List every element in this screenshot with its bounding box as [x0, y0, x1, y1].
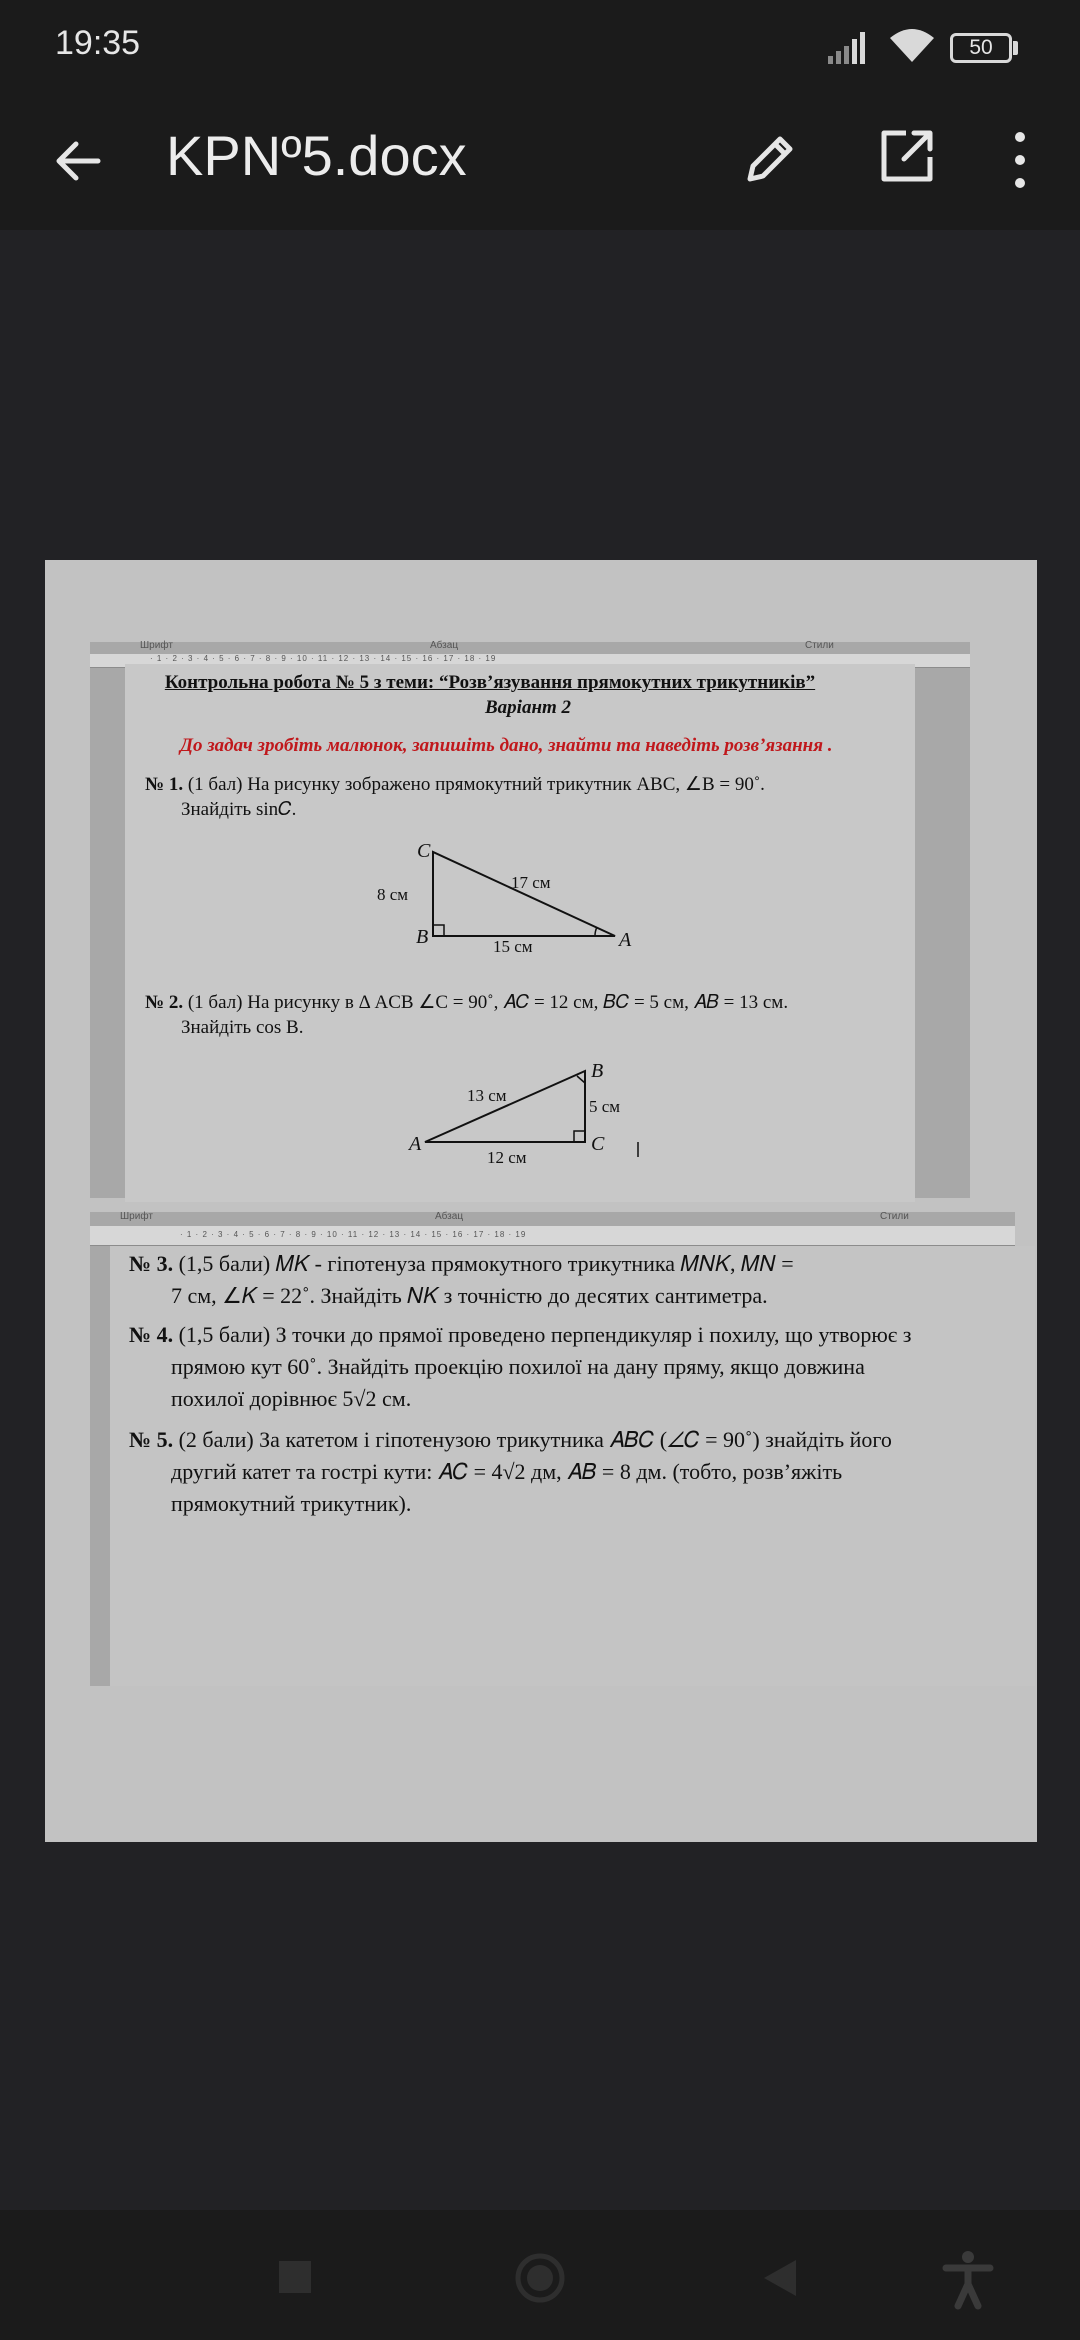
task-1	[145, 772, 905, 822]
t1-side-cb: 8 см	[377, 885, 409, 904]
task-2-triangle-figure	[395, 1057, 655, 1172]
task-4-line2: прямою кут 60˚. Знайдіть проекцію похилої на дану пряму, якщо довжина	[171, 1354, 865, 1379]
ribbon-paragraph-label: Абзац	[430, 640, 459, 651]
t2-side-bc: 5 см	[589, 1097, 621, 1116]
task-1-question: Знайдіть sin𝐶.	[181, 799, 297, 820]
home-circle-icon[interactable]	[514, 2252, 566, 2304]
doc-margin-right	[915, 668, 970, 1198]
status-bar	[0, 0, 1080, 95]
clock: 19:35	[55, 24, 141, 62]
task-4	[129, 1319, 1029, 1415]
edit-pencil-icon[interactable]	[740, 127, 802, 189]
recents-square-icon[interactable]	[278, 2260, 312, 2294]
task-3-line2: 7 см, ∠𝐾 = 22˚. Знайдіть 𝑁𝐾 з точністю до десятих сантиметра.	[171, 1283, 768, 1308]
task-2-question: Знайдіть cos B.	[181, 1017, 304, 1038]
task-4-line1: (1,5 бали) З точки до прямої проведено перпендикуляр і похилу, що утворює з	[178, 1322, 912, 1347]
t1-side-ba: 15 см	[493, 937, 533, 956]
more-vert-icon[interactable]	[1000, 127, 1040, 193]
doc-margin-bottom	[90, 1246, 110, 1686]
t1-vertex-c: C	[417, 840, 431, 862]
t1-vertex-b: B	[416, 926, 429, 948]
task-3-line1: (1,5 бали) 𝑀𝐾 - гіпотенуза прямокутного трикутника 𝑀𝑁𝐾, 𝑀𝑁 =	[178, 1251, 794, 1276]
task-1-number: № 1.	[145, 774, 184, 795]
word-ribbon-top	[90, 642, 970, 654]
task-1-text: (1 бал) На рисунку зображено прямокутний трикутник ABC, ∠B = 90˚.	[187, 774, 765, 795]
back-arrow-icon[interactable]	[48, 131, 108, 191]
system-nav-bar	[0, 2210, 1080, 2340]
ruler-mid-ticks: · 1 · 2 · 3 · 4 · 5 · 6 · 7 · 8 · 9 · 10 · 11 · 12 · 13 · 14 · 15 · 16 · 17 · 18 · 19	[180, 1230, 527, 1239]
task-5-number: № 5.	[129, 1427, 174, 1452]
task-5-line1: (2 бали) За катетом і гіпотенузою трикутника 𝐴𝐵𝐶 (∠𝐶 = 90˚) знайдіть його	[178, 1427, 892, 1452]
t1-side-ca: 17 см	[511, 873, 551, 892]
variant-label: Варіант 2	[485, 697, 572, 718]
task-4-number: № 4.	[129, 1322, 174, 1347]
battery-tip	[1013, 41, 1018, 55]
t2-vertex-b: B	[591, 1060, 604, 1082]
battery-indicator	[950, 33, 1012, 63]
battery-level: 50	[969, 36, 993, 59]
instruction-text: До задач зробіть малюнок, запишіть дано, знайти та наведіть розв’язання .	[180, 735, 833, 756]
ribbon-mid-paragraph-label: Абзац	[435, 1211, 464, 1222]
task-3	[129, 1248, 1029, 1312]
task-5-line3: прямокутний трикутник).	[171, 1491, 412, 1516]
t2-vertex-a: A	[409, 1133, 422, 1155]
ribbon-styles-label: Стили	[805, 640, 834, 651]
ruler-top-ticks: · 1 · 2 · 3 · 4 · 5 · 6 · 7 · 8 · 9 · 10 · 11 · 12 · 13 · 14 · 15 · 16 · 17 · 18 · 19	[150, 654, 497, 663]
document-page	[45, 560, 1037, 1842]
task-4-line3: похилої дорівнює 5√2 см.	[171, 1386, 412, 1411]
open-external-icon[interactable]	[876, 125, 938, 187]
task-5-line2: другий катет та гострі кути: 𝐴𝐶 = 4√2 дм, 𝐴𝐵 = 8 дм. (тобто, розв’яжіть	[171, 1459, 843, 1484]
document-title: KPNº5.docx	[166, 124, 467, 187]
ribbon-font-label: Шрифт	[140, 640, 173, 651]
task-2-number: № 2.	[145, 992, 184, 1013]
t2-vertex-c: C	[591, 1133, 605, 1155]
signal-icon	[828, 30, 872, 64]
task-3-number: № 3.	[129, 1251, 174, 1276]
word-ribbon-mid	[90, 1212, 1015, 1226]
task-5	[129, 1424, 1029, 1520]
test-header: Контрольна робота № 5 з теми: “Розв’язування прямокутних трикутників”	[164, 672, 816, 693]
back-triangle-icon[interactable]	[762, 2258, 798, 2298]
wifi-icon	[888, 28, 936, 64]
ribbon-mid-font-label: Шрифт	[120, 1211, 153, 1222]
task-2	[145, 990, 935, 1040]
t2-side-ac: 12 см	[487, 1148, 527, 1167]
app-bar	[0, 95, 1080, 230]
accessibility-icon[interactable]	[942, 2250, 994, 2308]
task-1-triangle-figure	[377, 838, 645, 956]
doc-margin-top	[90, 668, 125, 1198]
ribbon-mid-styles-label: Стили	[880, 1211, 909, 1222]
word-ruler-mid	[90, 1226, 1015, 1246]
task-2-text: (1 бал) На рисунку в Δ ACB ∠C = 90˚, 𝐴𝐶 = 12 см, 𝐵𝐶 = 5 см, 𝐴𝐵 = 13 см.	[187, 992, 789, 1013]
t1-vertex-a: A	[619, 929, 632, 951]
t2-side-ab: 13 см	[467, 1086, 507, 1105]
